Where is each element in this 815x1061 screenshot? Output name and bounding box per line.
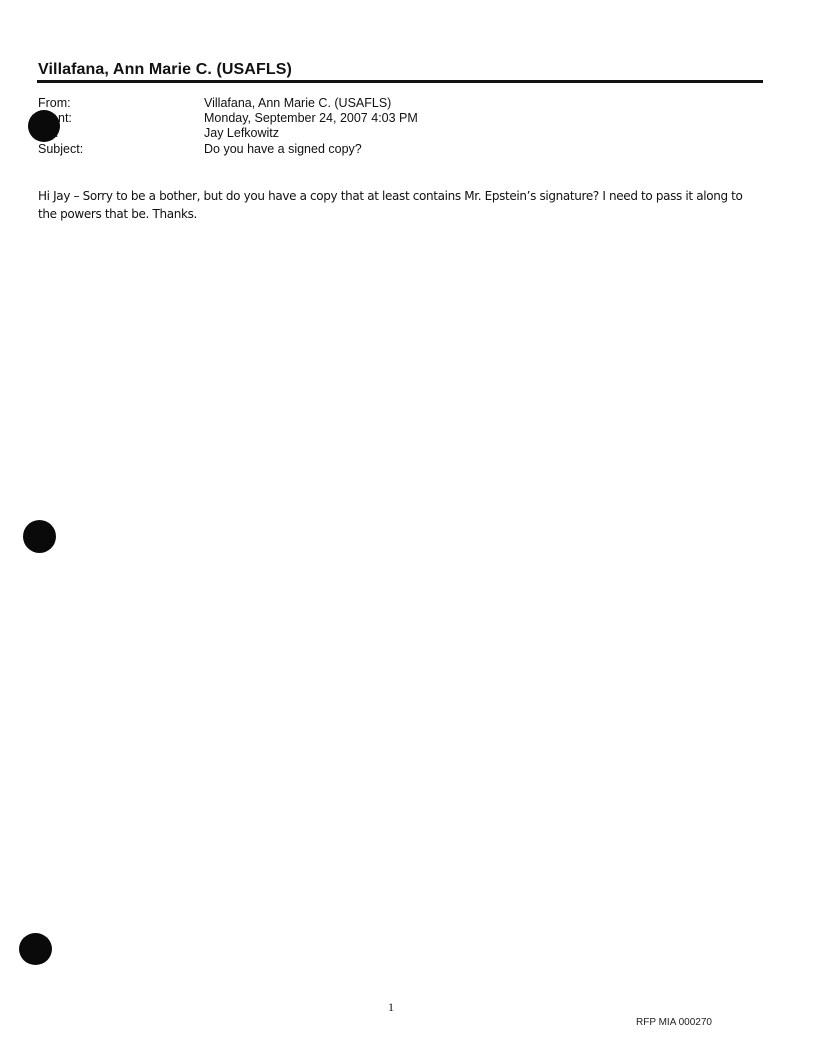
page-number: 1: [388, 1000, 394, 1014]
subject-value: Do you have a signed copy?: [204, 142, 362, 156]
sent-value: Monday, September 24, 2007 4:03 PM: [204, 111, 418, 125]
bates-number: RFP MIA 000270: [636, 1017, 712, 1028]
to-value: Jay Lefkowitz: [204, 126, 280, 140]
subject-label: Subject:: [38, 142, 84, 156]
header-divider: [37, 80, 763, 83]
from-value: Villafana, Ann Marie C. (USAFLS): [204, 96, 392, 110]
punch-hole-middle: [23, 520, 56, 553]
punch-hole-top: [28, 110, 60, 142]
sent-label: nt:: [58, 111, 72, 125]
email-body: Hi Jay – Sorry to be a bother, but do you have a copy that at least contains Mr. Epstein’s signature? I need to pass it along to the powers that be. Thanks.: [38, 189, 743, 221]
email-header-name: Villafana, Ann Marie C. (USAFLS): [38, 61, 292, 78]
from-label: From:: [38, 96, 71, 110]
punch-hole-bottom: [19, 933, 52, 965]
